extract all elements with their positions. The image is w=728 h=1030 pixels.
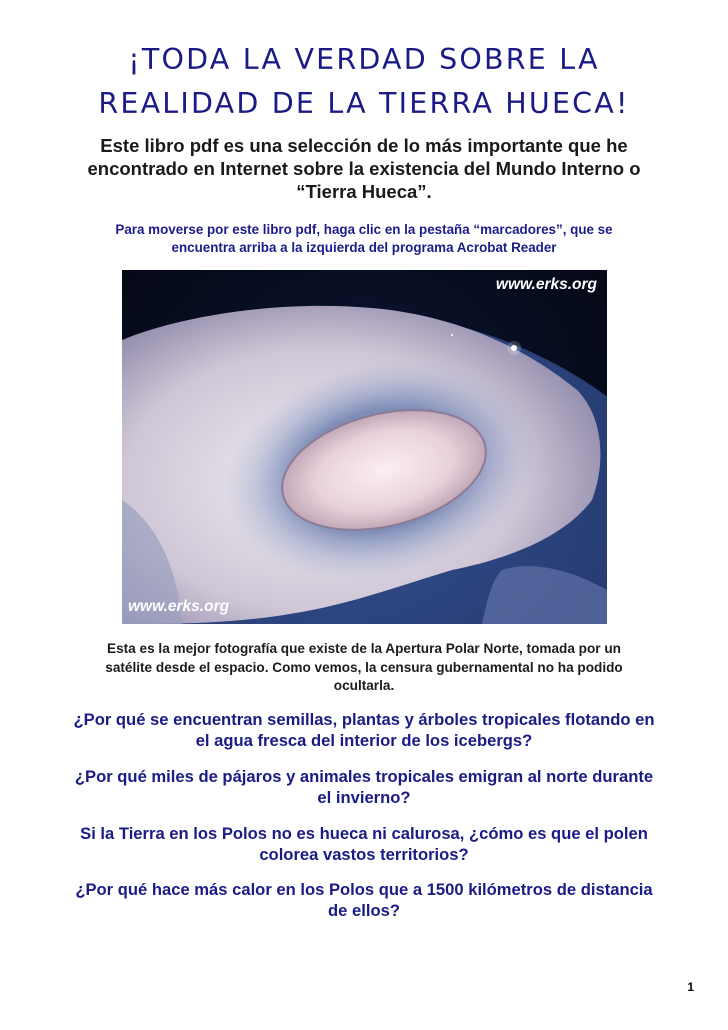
hollow-earth-photo: [122, 270, 607, 624]
question-line: el invierno?: [317, 787, 411, 807]
nav-note-line-1: Para moverse por este libro pdf, haga clic en la pestaña “marcadores”, que se: [115, 222, 613, 237]
photo-caption: [74, 640, 654, 696]
question-1: [62, 710, 666, 751]
page-number: 1: [687, 980, 694, 994]
title-line-1: ¡TODA LA VERDAD SOBRE LA: [128, 43, 600, 76]
page-title: [40, 38, 688, 126]
question-line: ¿Por qué miles de pájaros y animales tropicales emigran al norte durante: [74, 767, 654, 786]
navigation-note: [80, 221, 648, 257]
question-line: ¿Por qué se encuentran semillas, plantas y árboles tropicales flotando en: [73, 710, 655, 729]
question-4: [62, 880, 666, 921]
title-line-2: REALIDAD DE LA TIERRA HUECA!: [98, 87, 630, 120]
question-line: de ellos?: [328, 900, 400, 920]
intro-line-3: “Tierra Hueca”.: [296, 181, 432, 202]
question-line: ¿Por qué hace más calor en los Polos que a 1500 kilómetros de distancia: [75, 880, 653, 899]
question-3: [62, 824, 666, 865]
earth-satellite-image: [122, 270, 607, 624]
question-line: el agua fresca del interior de los icebergs?: [195, 730, 533, 750]
question-2: [62, 767, 666, 808]
watermark-top: www.erks.org: [495, 276, 597, 293]
caption-line-1: Esta es la mejor fotografía que existe de la Apertura Polar Norte, tomada por un: [107, 641, 621, 656]
nav-note-line-2: encuentra arriba a la izquierda del programa Acrobat Reader: [171, 240, 557, 255]
caption-line-2: satélite desde el espacio. Como vemos, la censura gubernamental no ha podido: [105, 659, 623, 675]
caption-line-3: ocultarla.: [333, 678, 395, 693]
question-line: colorea vastos territorios?: [259, 844, 469, 864]
question-line: Si la Tierra en los Polos no es hueca ni calurosa, ¿cómo es que el polen: [80, 824, 648, 843]
intro-paragraph: [60, 134, 668, 203]
intro-line-1: Este libro pdf es una selección de lo más importante que he: [100, 135, 628, 156]
intro-line-2: encontrado en Internet sobre la existencia del Mundo Interno o: [87, 158, 641, 179]
watermark-bottom: www.erks.org: [128, 598, 230, 615]
